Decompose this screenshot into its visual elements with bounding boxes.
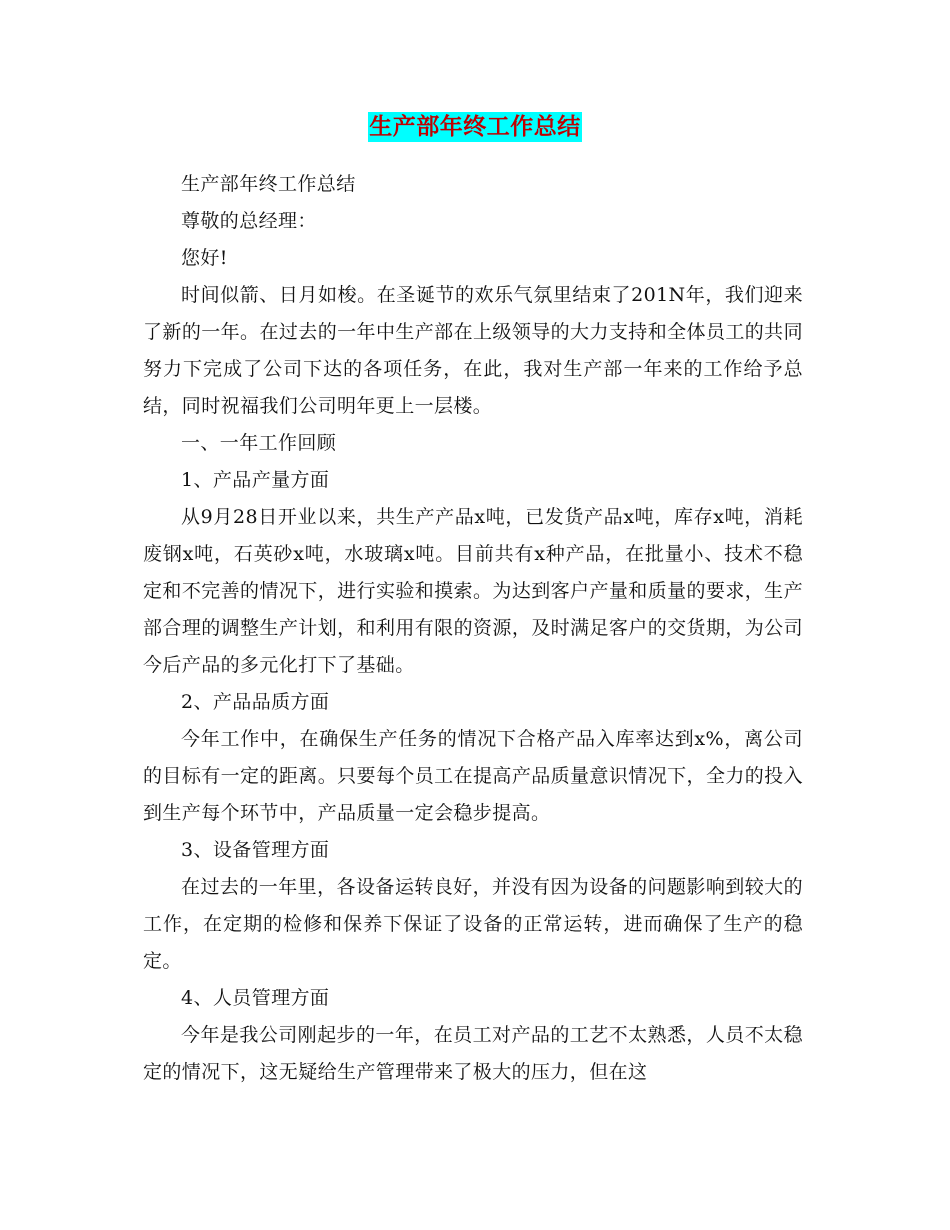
quality-paragraph: 今年工作中，在确保生产任务的情况下合格产品入库率达到x%，离公司的目标有一定的距离。只要每个员工在提高产品质量意识情况下，全力的投入到生产每个环节中，产品质量一定会稳步提高。 <box>143 728 803 824</box>
document-title: 生产部年终工作总结 <box>369 114 581 140</box>
subheading-output: 1、产品产量方面 <box>181 469 330 491</box>
section-heading-review: 一、一年工作回顾 <box>181 432 337 454</box>
subheading-equipment: 3、设备管理方面 <box>181 839 330 861</box>
subheading-quality: 2、产品品质方面 <box>181 691 330 713</box>
personnel-paragraph: 今年是我公司刚起步的一年，在员工对产品的工艺不太熟悉，人员不太稳定的情况下，这无疑给生产管理带来了极大的压力，但在这 <box>143 1024 803 1083</box>
salutation: 尊敬的总经理： <box>181 210 317 232</box>
equipment-paragraph: 在过去的一年里，各设备运转良好，并没有因为设备的问题影响到较大的工作，在定期的检修和保养下保证了设备的正常运转，进而确保了生产的稳定。 <box>143 876 803 972</box>
intro-paragraph: 时间似箭、日月如梭。在圣诞节的欢乐气氛里结束了201N年，我们迎来了新的一年。在过去的一年中生产部在上级领导的大力支持和全体员工的共同努力下完成了公司下达的各项任务，在此，我对生产部一年来的工作给予总结，同时祝福我们公司明年更上一层楼。 <box>143 284 803 417</box>
output-paragraph: 从9月28日开业以来，共生产产品x吨，已发货产品x吨，库存x吨，消耗废钢x吨，石英砂x吨，水玻璃x吨。目前共有x种产品，在批量小、技术不稳定和不完善的情况下，进行实验和摸索。为达到客户产量和质量的要求，生产部合理的调整生产计划，和利用有限的资源，及时满足客户的交货期，为公司今后产品的多元化打下了基础。 <box>143 506 803 676</box>
title-container <box>0 112 950 142</box>
subheading-personnel: 4、人员管理方面 <box>181 987 330 1009</box>
greeting: 您好! <box>181 247 228 269</box>
document-body <box>143 166 803 1091</box>
subtitle-line: 生产部年终工作总结 <box>181 173 356 195</box>
